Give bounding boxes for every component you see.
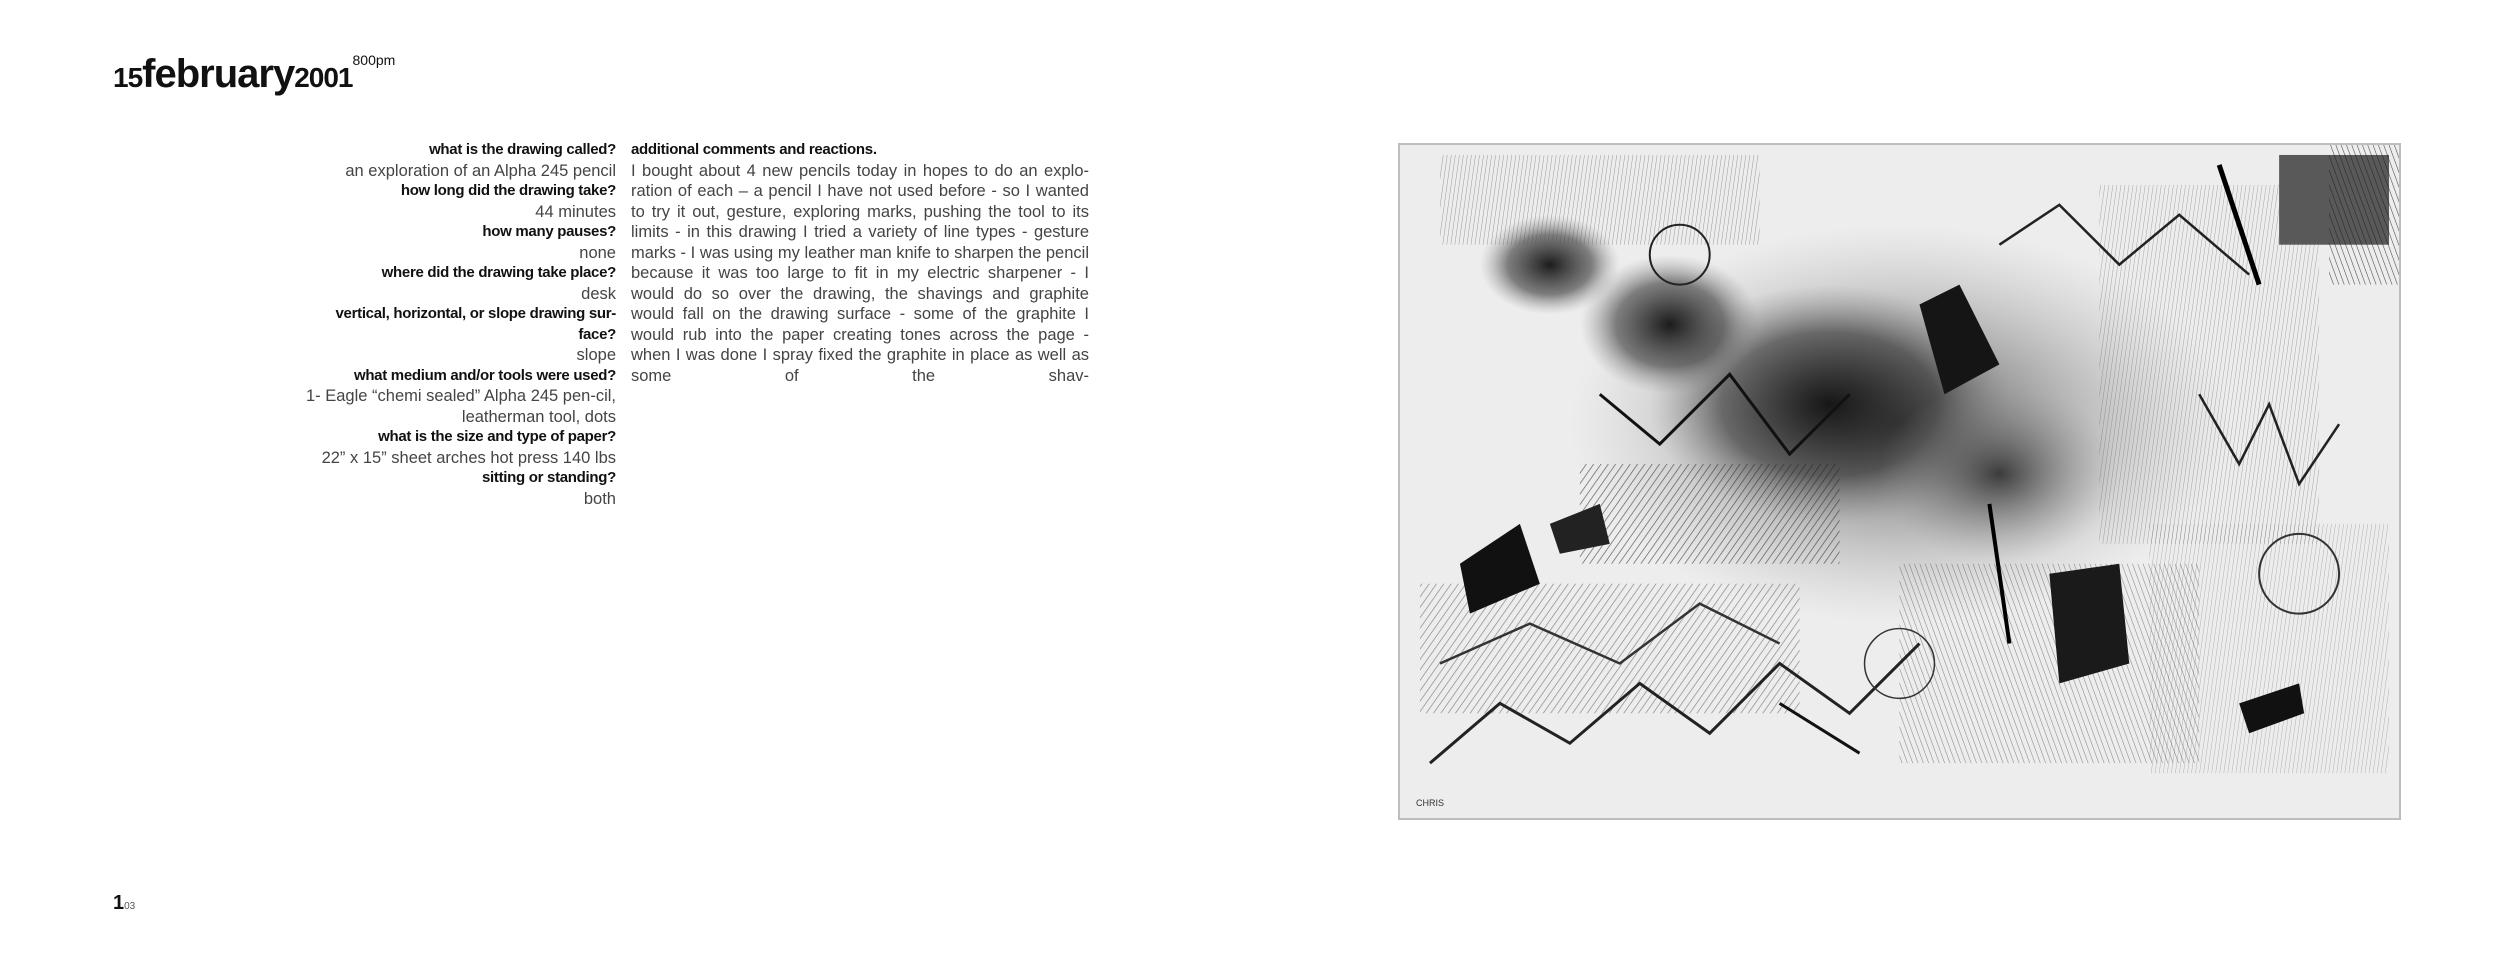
page-number-sub: 03 — [124, 901, 136, 912]
comments-body: I bought about 4 new pencils today in hopes to do an explo-ration of each – a pencil I have not used before - so I wanted to try it out, gesture, exploring marks, pushing the tool to its limits - in this drawing I tried a variety of line types - gesture marks - I was using my leather man knife to sharpen the pencil because it was too large to fit in my electric sharpener - I would do so over the drawing, the shavings and graphite would fall on the drawing surface - some of the graphite I would rub into the paper creating tones across the page - when I was done I spray fixed the graphite in place as well as some of the shav- — [631, 161, 1089, 385]
date-month: february — [142, 52, 295, 96]
comments-heading: additional comments and reactions. — [631, 141, 877, 158]
date-time: 800pm — [352, 52, 396, 68]
answer-posture: both — [583, 489, 616, 508]
question-location: where did the drawing take place? — [381, 264, 616, 281]
answer-drawing-name: an exploration of an Alpha 245 pencil — [345, 161, 616, 180]
answer-pauses: none — [579, 243, 616, 262]
question-duration: how long did the drawing take? — [400, 182, 616, 199]
page-number-main: 1 — [113, 892, 125, 914]
answer-surface: slope — [576, 346, 616, 364]
answer-location: desk — [581, 284, 616, 303]
page-title — [113, 52, 395, 97]
question-medium: what medium and/or tools were used? — [353, 366, 616, 384]
question-surface: vertical, horizontal, or slope drawing sur-face? — [335, 305, 616, 343]
questionnaire — [300, 140, 616, 509]
question-posture: sitting or standing? — [482, 469, 616, 486]
page-number — [113, 892, 135, 915]
graphite-drawing — [1400, 145, 2399, 818]
question-drawing-name: what is the drawing called? — [429, 141, 616, 158]
answer-paper: 22” x 15” sheet arches hot press 140 lbs — [321, 448, 616, 467]
artist-signature: CHRIS — [1416, 798, 1445, 808]
answer-duration: 44 minutes — [535, 202, 616, 221]
date-day: 15 — [113, 62, 143, 93]
question-pauses: how many pauses? — [482, 223, 616, 240]
comments-section — [631, 140, 1089, 386]
question-paper: what is the size and type of paper? — [378, 428, 616, 445]
answer-medium: 1- Eagle “chemi sealed” Alpha 245 pen-cil, leatherman tool, dots — [305, 387, 616, 426]
date-year: 2001 — [294, 62, 353, 93]
drawing-image — [1398, 143, 2401, 820]
